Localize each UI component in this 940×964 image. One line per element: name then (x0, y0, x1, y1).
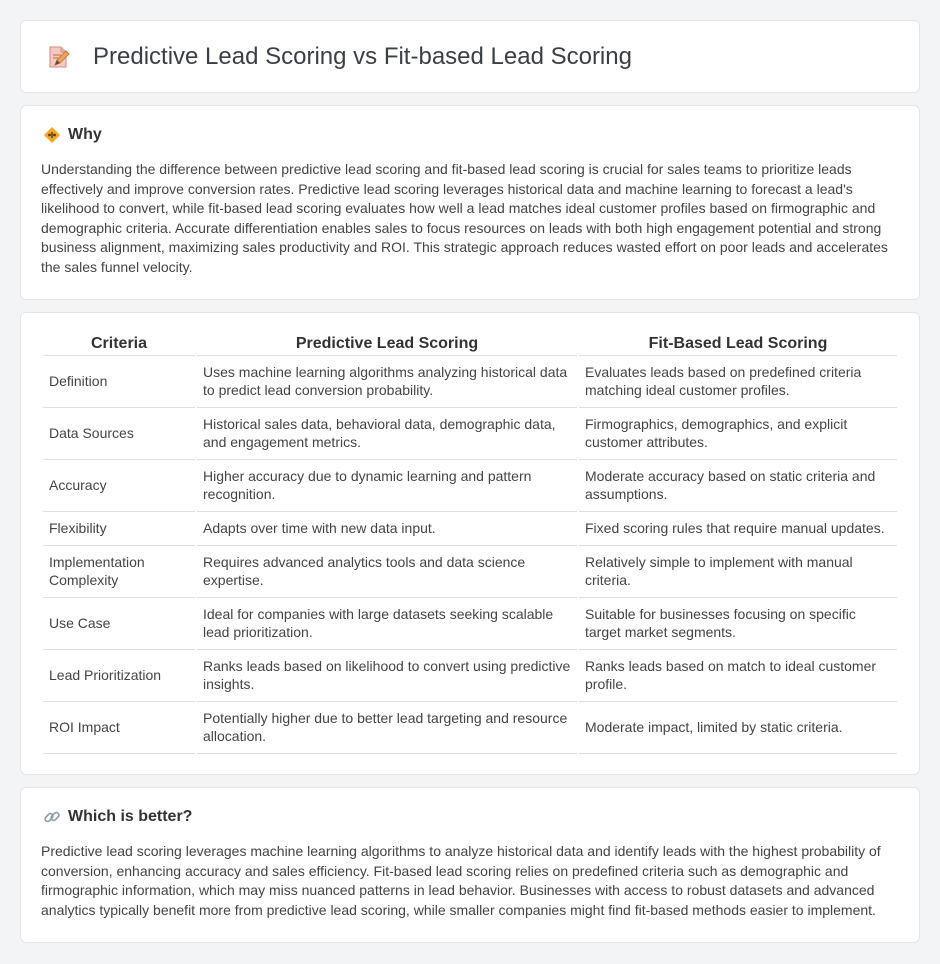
comparison-table (41, 335, 899, 754)
which-is-better-section (20, 787, 920, 943)
row-criteria: Definition (43, 356, 195, 408)
row-criteria: Data Sources (43, 408, 195, 460)
row-fit-based: Moderate impact, limited by static criteria. (579, 702, 897, 754)
row-fit-based: Moderate accuracy based on static criteria and assumptions. (579, 460, 897, 512)
link-icon (43, 808, 61, 826)
table-row (43, 408, 897, 460)
table-row (43, 650, 897, 702)
row-criteria: Lead Prioritization (43, 650, 195, 702)
table-row (43, 460, 897, 512)
why-header (41, 126, 899, 144)
table-row (43, 702, 897, 754)
row-predictive: Requires advanced analytics tools and data science expertise. (197, 546, 577, 598)
table-row (43, 598, 897, 650)
row-criteria: ROI Impact (43, 702, 195, 754)
row-predictive: Potentially higher due to better lead targeting and resource allocation. (197, 702, 577, 754)
row-criteria: Implementation Complexity (43, 546, 195, 598)
page-title: Predictive Lead Scoring vs Fit-based Lead Scoring (93, 42, 632, 70)
why-title: Why (68, 126, 102, 143)
row-predictive: Historical sales data, behavioral data, demographic data, and engagement metrics. (197, 408, 577, 460)
document-pencil-icon (45, 44, 71, 70)
row-predictive: Adapts over time with new data input. (197, 512, 577, 546)
row-criteria: Flexibility (43, 512, 195, 546)
row-predictive: Ranks leads based on likelihood to convert using predictive insights. (197, 650, 577, 702)
column-header-criteria: Criteria (43, 335, 195, 356)
row-fit-based: Firmographics, demographics, and explicit customer attributes. (579, 408, 897, 460)
column-header-fit-based: Fit-Based Lead Scoring (579, 335, 897, 356)
row-fit-based: Suitable for businesses focusing on specific target market segments. (579, 598, 897, 650)
row-predictive: Ideal for companies with large datasets seeking scalable lead prioritization. (197, 598, 577, 650)
table-row (43, 546, 897, 598)
diamond-warning-icon (43, 126, 61, 144)
table-row (43, 512, 897, 546)
table-header-row (43, 335, 897, 356)
which-is-better-header (41, 808, 899, 826)
header-card (20, 20, 920, 93)
why-section (20, 105, 920, 300)
why-paragraph: Understanding the difference between predictive lead scoring and fit-based lead scoring is crucial for sales teams to prioritize leads effectively and improve conversion rates. Predictive lead scoring leverages historical data and machine learning to forecast a lead's likelihood to convert, while fit-based lead scoring evaluates how well a lead matches ideal customer profiles based on firmographic and demographic criteria. Accurate differentiation enables sales to focus resources on leads with both high engagement potential and strong business alignment, maximizing sales productivity and ROI. This strategic approach reduces wasted effort on poor leads and accelerates the sales funnel velocity. (41, 161, 888, 275)
which-is-better-paragraph: Predictive lead scoring leverages machine learning algorithms to analyze historical data and identify leads with the highest probability of conversion, enhancing accuracy and sales efficiency. Fit-based lead scoring relies on predefined criteria such as demographic and firmographic information, which may miss nuanced patterns in lead behavior. Businesses with access to robust datasets and advanced analytics typically benefit more from predictive lead scoring, while smaller companies might find fit-based methods easier to implement. (41, 843, 881, 918)
row-predictive: Higher accuracy due to dynamic learning and pattern recognition. (197, 460, 577, 512)
row-criteria: Accuracy (43, 460, 195, 512)
row-fit-based: Relatively simple to implement with manual criteria. (579, 546, 897, 598)
row-criteria: Use Case (43, 598, 195, 650)
row-fit-based: Evaluates leads based on predefined criteria matching ideal customer profiles. (579, 356, 897, 408)
which-is-better-title: Which is better? (68, 808, 193, 825)
column-header-predictive: Predictive Lead Scoring (197, 335, 577, 356)
row-fit-based: Ranks leads based on match to ideal customer profile. (579, 650, 897, 702)
row-predictive: Uses machine learning algorithms analyzing historical data to predict lead conversion probability. (197, 356, 577, 408)
row-fit-based: Fixed scoring rules that require manual updates. (579, 512, 897, 546)
comparison-table-card (20, 312, 920, 775)
table-row (43, 356, 897, 408)
